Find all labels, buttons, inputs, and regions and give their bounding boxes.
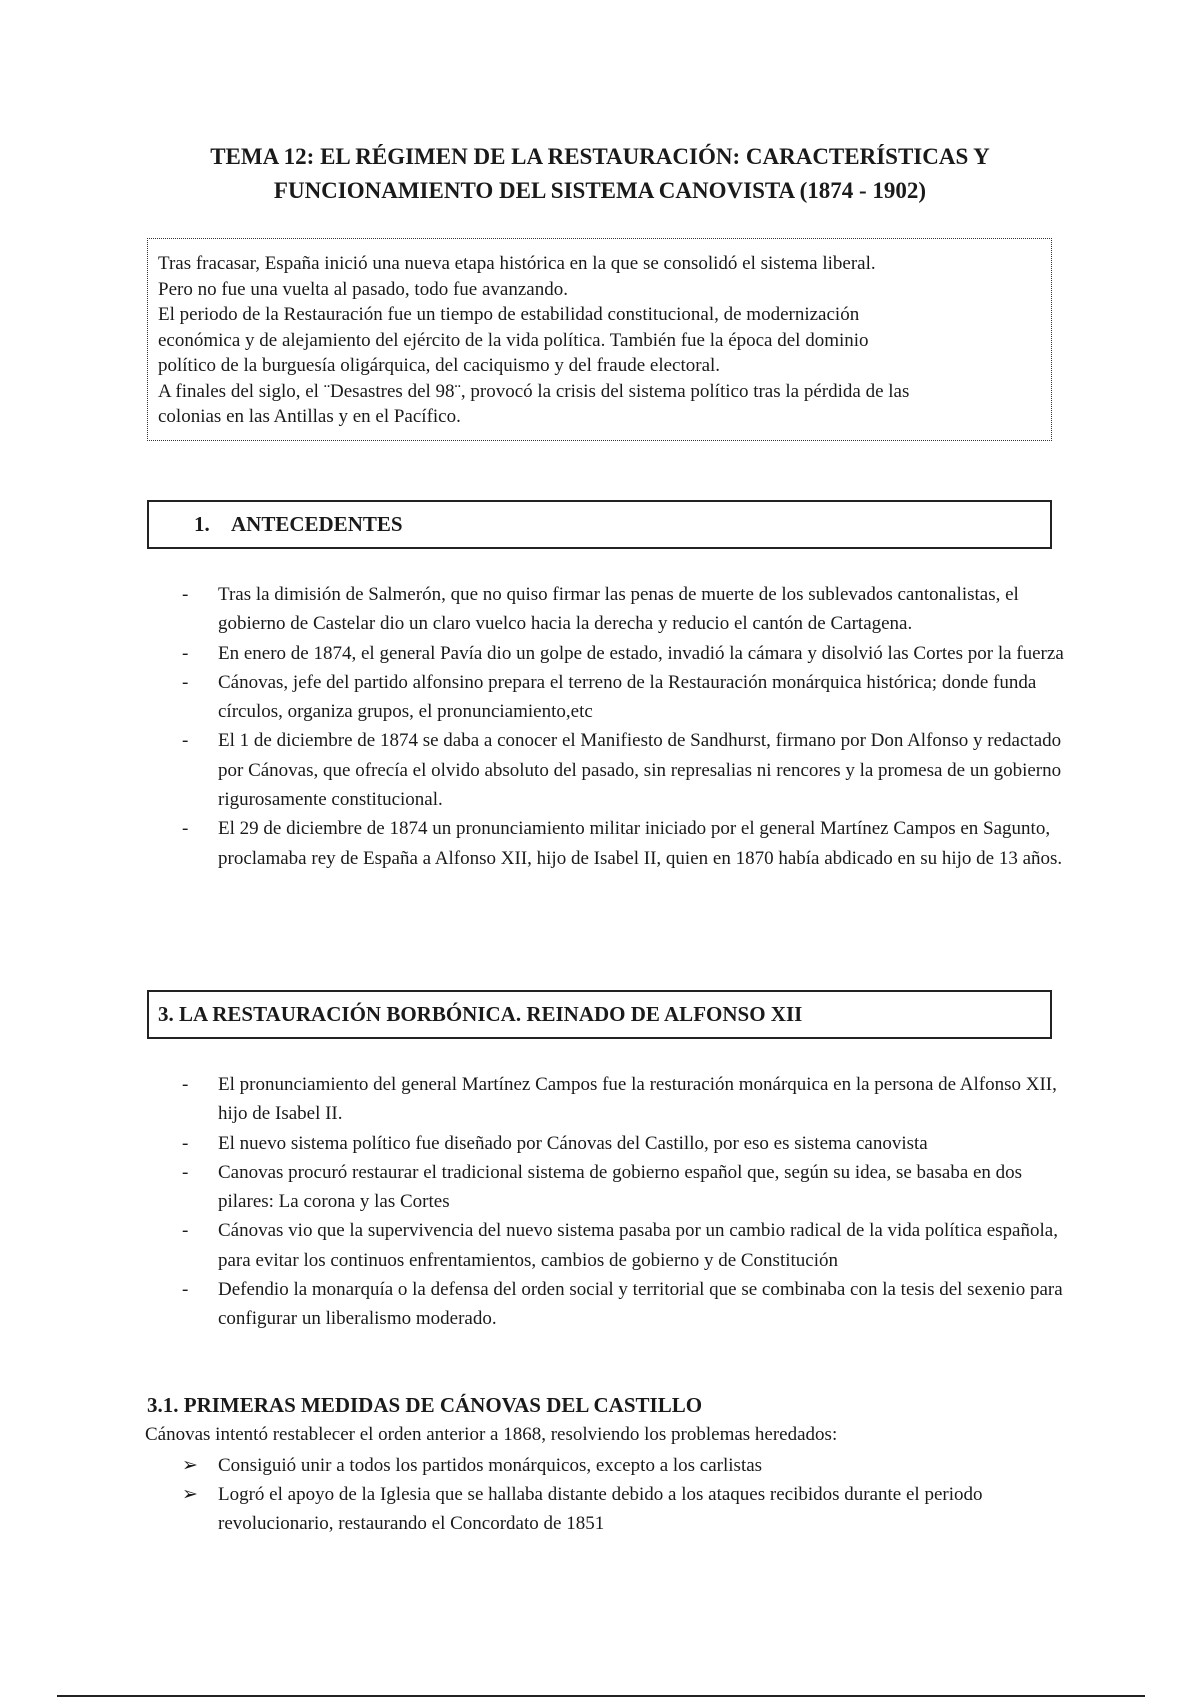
subsection-lead-text: Cánovas intentó restablecer el orden anterior a 1868, resolviendo los problemas heredados: bbox=[145, 1424, 838, 1445]
section-heading-restauracion-borbonica bbox=[147, 990, 1052, 1039]
dash-bullet: - bbox=[182, 671, 189, 693]
list-item bbox=[147, 639, 1067, 668]
page-title bbox=[147, 140, 1053, 208]
intro-line: Tras fracasar, España inició una nueva etapa histórica en la que se consolidó el sistema liberal. bbox=[158, 253, 876, 274]
intro-line: político de la burguesía oligárquica, del caciquismo y del fraude electoral. bbox=[158, 355, 721, 376]
list-item bbox=[147, 1070, 1067, 1129]
arrow-bullet-icon: ➢ bbox=[182, 1484, 198, 1505]
antecedentes-list bbox=[147, 580, 1067, 873]
list-item-text: En enero de 1874, el general Pavía dio un golpe de estado, invadió la cámara y disolvió las Cortes por la fuerza bbox=[218, 642, 1064, 664]
dash-bullet: - bbox=[182, 1074, 189, 1095]
list-item bbox=[147, 814, 1067, 873]
list-item bbox=[147, 1216, 1067, 1275]
dash-bullet: - bbox=[182, 1279, 189, 1301]
dash-bullet: - bbox=[182, 584, 189, 605]
intro-line: Pero no fue una vuelta al pasado, todo fue avanzando. bbox=[158, 278, 568, 300]
list-item bbox=[147, 1275, 1067, 1334]
dash-bullet: - bbox=[182, 818, 189, 840]
list-item-text: Canovas procuró restaurar el tradicional sistema de gobierno español que, según su idea, se basaba en dos pilares: La corona y las Cortes bbox=[218, 1161, 1023, 1213]
list-item-text: Cánovas vio que la supervivencia del nuevo sistema pasaba por un cambio radical de la vida política española, para evitar los continuos enfrentamientos, cambios de gobierno y de Constitución bbox=[218, 1220, 1058, 1271]
list-item bbox=[147, 1451, 1067, 1480]
dash-bullet: - bbox=[182, 730, 189, 752]
list-item bbox=[147, 1158, 1067, 1217]
list-item bbox=[147, 668, 1067, 727]
footer-divider bbox=[57, 1695, 1145, 1697]
intro-line: económica y de alejamiento del ejército de la vida política. También fue la época del dominio bbox=[158, 329, 869, 351]
intro-line: El periodo de la Restauración fue un tiempo de estabilidad constitucional, de modernización bbox=[158, 304, 860, 325]
list-item-text: Tras la dimisión de Salmerón, que no quiso firmar las penas de muerte de los sublevados cantonalistas, el gobierno de Castelar dio un claro vuelco hacia la derecha y reducio el cantón de Cartagena. bbox=[218, 584, 1019, 635]
dash-bullet: - bbox=[182, 1161, 189, 1183]
list-item-text: Logró el apoyo de la Iglesia que se hallaba distante debido a los ataques recibidos durante el periodo revolucionario, restaurando el Concordato de 1851 bbox=[218, 1484, 983, 1534]
list-item-text: El pronunciamiento del general Martínez Campos fue la resturación monárquica en la persona de Alfonso XII, hijo de Isabel II. bbox=[218, 1074, 1057, 1125]
list-item bbox=[147, 580, 1067, 639]
list-item bbox=[147, 726, 1067, 814]
list-item bbox=[147, 1480, 1067, 1538]
arrow-bullet-icon: ➢ bbox=[182, 1455, 198, 1476]
list-item-text: Cánovas, jefe del partido alfonsino prepara el terreno de la Restauración monárquica histórica; donde funda círculos, organiza grupos, el pronunciamiento,etc bbox=[218, 671, 1037, 723]
intro-line: colonias en las Antillas y en el Pacífico. bbox=[158, 406, 461, 427]
dash-bullet: - bbox=[182, 642, 189, 664]
primeras-medidas-list bbox=[147, 1451, 1067, 1538]
list-item bbox=[147, 1129, 1067, 1158]
restauracion-list bbox=[147, 1070, 1067, 1334]
page-title-line-1: TEMA 12: EL RÉGIMEN DE LA RESTAURACIÓN: CARACTERÍSTICAS Y bbox=[210, 144, 990, 169]
section-title: 3. LA RESTAURACIÓN BORBÓNICA. REINADO DE ALFONSO XII bbox=[158, 1002, 803, 1026]
list-item-text: Consiguió unir a todos los partidos monárquicos, excepto a los carlistas bbox=[218, 1455, 763, 1476]
section-number: 1. bbox=[194, 512, 210, 536]
list-item-text: El nuevo sistema político fue diseñado por Cánovas del Castillo, por eso es sistema canovista bbox=[218, 1132, 928, 1154]
section-title: ANTECEDENTES bbox=[231, 512, 403, 536]
section-heading-antecedentes bbox=[147, 500, 1052, 549]
list-item-text: Defendio la monarquía o la defensa del orden social y territorial que se combinaba con la tesis del sexenio para configurar un liberalismo moderado. bbox=[218, 1279, 1063, 1330]
list-item-text: El 1 de diciembre de 1874 se daba a conocer el Manifiesto de Sandhurst, firmano por Don Alfonso y redactado por Cánovas, que ofrecía el olvido absoluto del pasado, sin represalias ni rencores y la promesa de un gobierno rigurosamente constitucional. bbox=[218, 730, 1062, 811]
page-title-line-2: FUNCIONAMIENTO DEL SISTEMA CANOVISTA (1874 - 1902) bbox=[273, 178, 927, 203]
dash-bullet: - bbox=[182, 1132, 189, 1154]
intro-box bbox=[147, 238, 1052, 441]
intro-line: A finales del siglo, el ¨Desastres del 98¨, provocó la crisis del sistema político tras la pérdida de las bbox=[158, 380, 910, 402]
dash-bullet: - bbox=[182, 1220, 189, 1242]
list-item-text: El 29 de diciembre de 1874 un pronunciamiento militar iniciado por el general Martínez Campos en Sagunto, proclamaba rey de España a Alfonso XII, hijo de Isabel II, quien en 1870 había abdicado en su hijo de 13 años. bbox=[218, 818, 1063, 869]
subsection-heading: 3.1. PRIMERAS MEDIDAS DE CÁNOVAS DEL CASTILLO bbox=[147, 1393, 703, 1417]
